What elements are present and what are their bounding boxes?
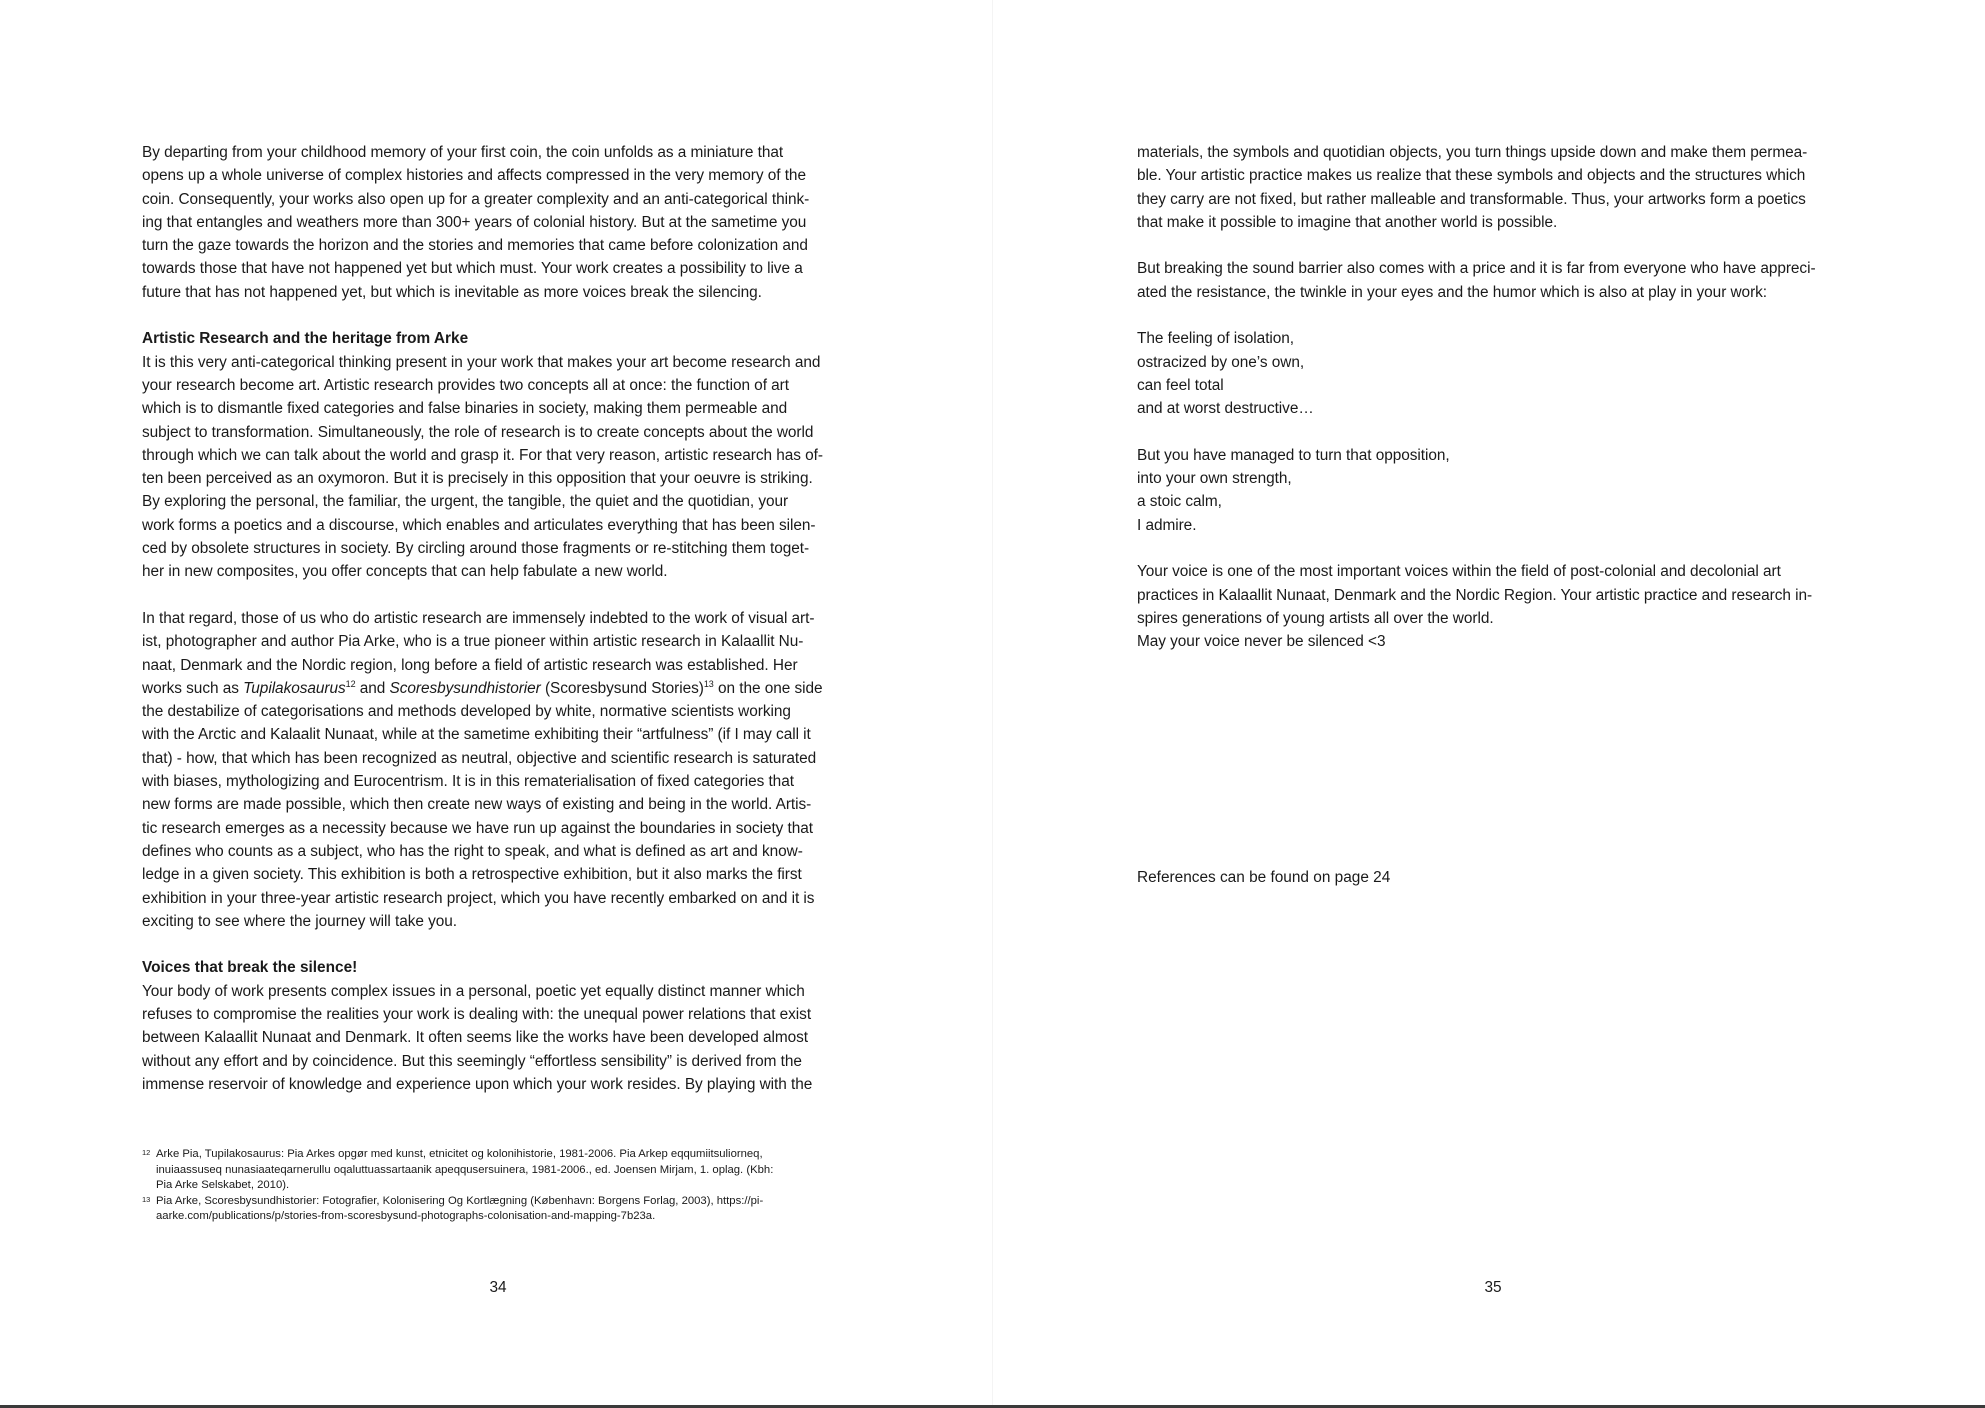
footnote-12: [142, 1147, 856, 1194]
right-text-column: [1137, 141, 1851, 654]
voice-paragraph: Your voice is one of the most important voices within the field of post-colonial and decolonial art practices in Kalaallit Nunaat, Denmark and the Nordic Region. Your artistic practice and research in- spires generations of young artists all over the world. May your voice never be silenced <3: [1137, 563, 1813, 651]
continuation-paragraph: materials, the symbols and quotidian objects, you turn things upside down and make them permea- ble. Your artistic practice makes us realize that these symbols and objects and the structures which they carry are not fixed, but rather malleable and transformable. Thus, your artworks form a poetics that make it possible to imagine that another world is possible.: [1137, 144, 1808, 231]
footnote-13: [142, 1194, 856, 1225]
footnote-text: Arke Pia, Tupilakosaurus: Pia Arkes opgør med kunst, etnicitet og kolonihistorie, 1981-2006. Pia Arkep eqqumiitsuliorneq, inuiaassuseq nunasiaateqarnerullu oqaluttuassartaanik apeqqusersuinera, 1981-2006., ed. Joensen Mirjam, 1. oplag. (Kbh: Pia Arke Selskabet, 2010).: [156, 1148, 774, 1192]
left-text-column: [142, 141, 856, 1096]
footnote-text: Pia Arke, Scoresbysundhistorier: Fotografier, Kolonisering Og Kortlægning (København: Borgens Forlag, 2003), https://pi- aarke.com/publications/p/stories-from-scoresbysund-photographs-colonisation-and-mapping-7b23a.: [156, 1194, 764, 1223]
poem-stanza-1: The feeling of isolation, ostracized by one’s own, can feel total and at worst destructive…: [1137, 330, 1314, 418]
section-heading-voices: Voices that break the silence!: [142, 959, 358, 977]
artistic-research-paragraph: It is this very anti-categorical thinking present in your work that makes your art become research and your research become art. Artistic research provides two concepts all at once: the function of art which is to dismantle fixed categories and false binaries in society, making them permeable and subject to transformation. Simultaneously, the role of research is to create concepts about the world through which we can talk about the world and grasp it. For that very reason, artistic research has of- ten been perceived as an oxymoron. But it is precisely in this opposition that your oeuvre is striking. By exploring the personal, the familiar, the urgent, the tangible, the quiet and the quotidian, your work forms a poetics and a discourse, which enables and articulates everything that has been silen- ced by obsolete structures in society. By circling around those fragments or re-stitching them toget- her in new composites, you offer concepts that can help fabulate a new world.: [142, 353, 823, 581]
arke-paragraph: [142, 607, 856, 933]
poem-stanza-2: But you have managed to turn that opposition, into your own strength, a stoic calm, I admire.: [1137, 446, 1450, 534]
intro-paragraph: By departing from your childhood memory of your first coin, the coin unfolds as a miniature that opens up a whole universe of complex histories and affects compressed in the very memory of the coin. Consequently, your works also open up for a greater complexity and an anti-categorical think- ing that entangles and weathers more than 300+ years of colonial history. But at the sametime you turn the gaze towards the horizon and the stories and memories that came before colonization and towards those that have not happened yet but which must. Your work creates a possibility to live a future that has not happened yet, but which is inevitable as more voices break the silencing.: [142, 144, 810, 301]
footnote-ref-13[interactable]: 13: [703, 678, 714, 689]
arke-and: and: [355, 679, 390, 697]
voices-paragraph: Your body of work presents complex issues in a personal, poetic yet equally distinct manner which refuses to compromise the realities your work is dealing with: the unequal power relations that exist between Kalaallit Nunaat and Denmark. It often seems like the works have been developed almost without any effort and by coincidence. But this seemingly “effortless sensibility” is derived from the immense reservoir of knowledge and experience upon which your work resides. By playing with the: [142, 982, 813, 1093]
footnote-number: 13: [142, 1194, 151, 1204]
right-page: [993, 0, 1985, 1408]
work-title-scoresbysundhistorier: Scoresbysundhistorier: [389, 679, 541, 697]
work-title-tupilakosaurus: Tupilakosaurus: [243, 679, 346, 697]
arke-paragraph-start: In that regard, those of us who do artistic research are immensely indebted to the work of visual art- ist, photographer and author Pia Arke, who is a true pioneer within artistic research in Kalaallit Nu- naat, Denmark and the Nordic region, long before a field of artistic research was established. Her works such as: [142, 609, 815, 697]
section-heading-artistic-research: Artistic Research and the heritage from Arke: [142, 330, 469, 348]
footnotes: [142, 1147, 856, 1225]
page-number-left: 34: [489, 1279, 507, 1296]
references-note: References can be found on page 24: [1137, 869, 1391, 886]
work-title-translation: (Scoresbysund Stories): [540, 679, 704, 697]
left-page: [0, 0, 992, 1408]
page-number-right: 35: [1484, 1279, 1502, 1296]
price-paragraph: But breaking the sound barrier also comes with a price and it is far from everyone who have appreci- ated the resistance, the twinkle in your eyes and the humor which is also at play in your work:: [1137, 260, 1816, 301]
footnote-ref-12[interactable]: 12: [345, 678, 356, 689]
arke-paragraph-rest: on the one side the destabilize of categorisations and methods developed by white, normative scientists working with the Arctic and Kalaalit Nunaat, while at the sametime exhibiting their “artfulness” (if I may call it that) - how, that which has been recognized as neutral, objective and scientific research is saturated with biases, mythologizing and Eurocentrism. It is in this rematerialisation of fixed categories that new forms are made possible, which then create new ways of existing and being in the world. Artis- tic research emerges as a necessity because we have run up against the boundaries in society that defines who counts as a subject, who has the right to speak, and what is defined as art and know- ledge in a given society. This exhibition is both a retrospective exhibition, but it also marks the first exhibition in your three-year artistic research project, which you have recently embarked on and it is exciting to see where the journey will take you.: [142, 679, 823, 930]
footnote-number: 12: [142, 1148, 151, 1157]
